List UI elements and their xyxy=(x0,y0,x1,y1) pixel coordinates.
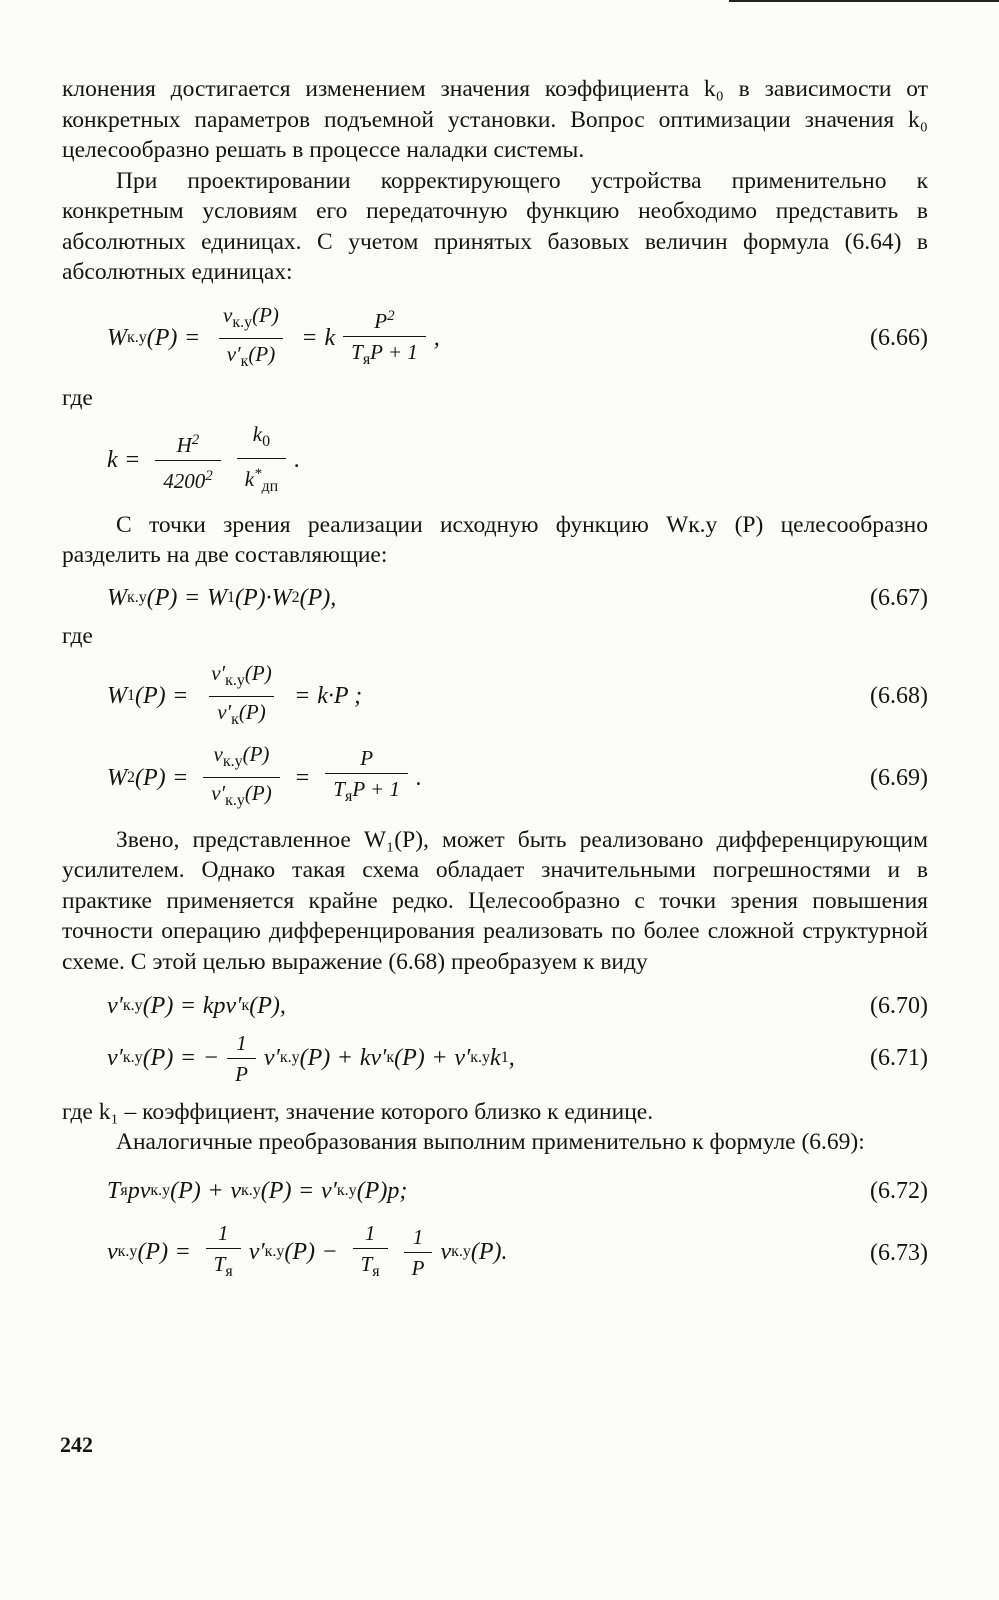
equation-number: (6.67) xyxy=(870,584,928,611)
equation-k: k = $\frac{H^2}{4200^2}$ $\frac{k_0}{k^*_{дп}}$ . xyxy=(62,421,928,499)
equation-6-71: v′ к.у (P) = − $\frac{1}{P}$ v′ к.у (P) + kv′ к (P) + v′ к.у k 1 , (6.71) xyxy=(107,1030,928,1086)
equation-6-66: W к.у (P) = $\frac{v_{к.у}(P)}{v'_к(P)}$ = k $\frac{P^2}{T_яP + 1}$ , (6.66) xyxy=(62,302,928,375)
equation-6-69: W 2 (P) = $\frac{v_{к.у}(P)}{v'_{к.у}(P)}$ = $\frac{P}{T_яP + 1}$ . (6.69) xyxy=(62,741,928,814)
equation-number: (6.73) xyxy=(870,1239,928,1266)
equation-number: (6.69) xyxy=(870,764,928,791)
paragraph-6: Аналогичные преобразования выполним применительно к формуле (6.69): xyxy=(116,1129,865,1155)
equation-6-70: v′ к.у (P) = kpv′ к (P), (6.70) xyxy=(62,991,928,1022)
equation-6-67: W к.у (P) = W 1 (P)·W 2 (P), (6.67) xyxy=(62,583,928,614)
paragraph-3: С точки зрения реализации исходную функцию Wк.у (P) целесообразно разделить на две составляющие: xyxy=(62,511,928,569)
where-label: где xyxy=(62,623,93,650)
where-label: где xyxy=(62,384,93,411)
paragraph-2: При проектировании корректирующего устройства применительно к конкретным условиям его передаточную функцию необходимо представить в абсолютных единицах. С учетом принятых базовых величин формула (6.64) в абсолютных единицах: xyxy=(62,167,928,285)
paragraph-4: Звено, представленное W₁(P), может быть реализовано дифференцирующим усилителем. Однако такая схема обладает значительными погрешностями и в практике применяется крайне редко. Целесообразно с точки зрения повышения точности операцию дифференцирования реализовать по более сложной структурной схеме. С этой целью выражение (6.68) преобразуем к виду xyxy=(62,826,928,975)
equation-number: (6.70) xyxy=(870,993,928,1019)
top-rule xyxy=(729,0,999,2)
equation-6-68: W 1 (P) = $\frac{v'_{к.у}(P)}{v'_к(P)}$ = k·P ; (6.68) xyxy=(62,660,928,733)
equation-6-72: T я pv к.у (P) + v к.у (P) = v′ к.у (P)p; (6.72) xyxy=(62,1176,928,1207)
equation-number: (6.71) xyxy=(870,1044,928,1071)
paragraph-1: клонения достигается изменением значения коэффициента k₀ в зависимости от конкретных параметров подъемной установки. Вопрос оптимизации значения k₀ целесообразно решать в процессе наладки системы. xyxy=(62,76,928,163)
page-number: 242 xyxy=(60,1432,93,1457)
equation-number: (6.66) xyxy=(870,324,928,351)
equation-number: (6.72) xyxy=(870,1177,928,1204)
paragraph-5: где k₁ – коэффициент, значение которого близко к единице. xyxy=(62,1098,654,1125)
equation-number: (6.68) xyxy=(870,683,928,710)
page-body xyxy=(62,74,928,1293)
equation-6-73: v к.у (P) = $\frac{1}{T_я}$ v′ к.у (P) − $\frac{1}{T_я}$ $\frac{1}{P}$ v к.у (P). (6.73) xyxy=(62,1220,928,1285)
